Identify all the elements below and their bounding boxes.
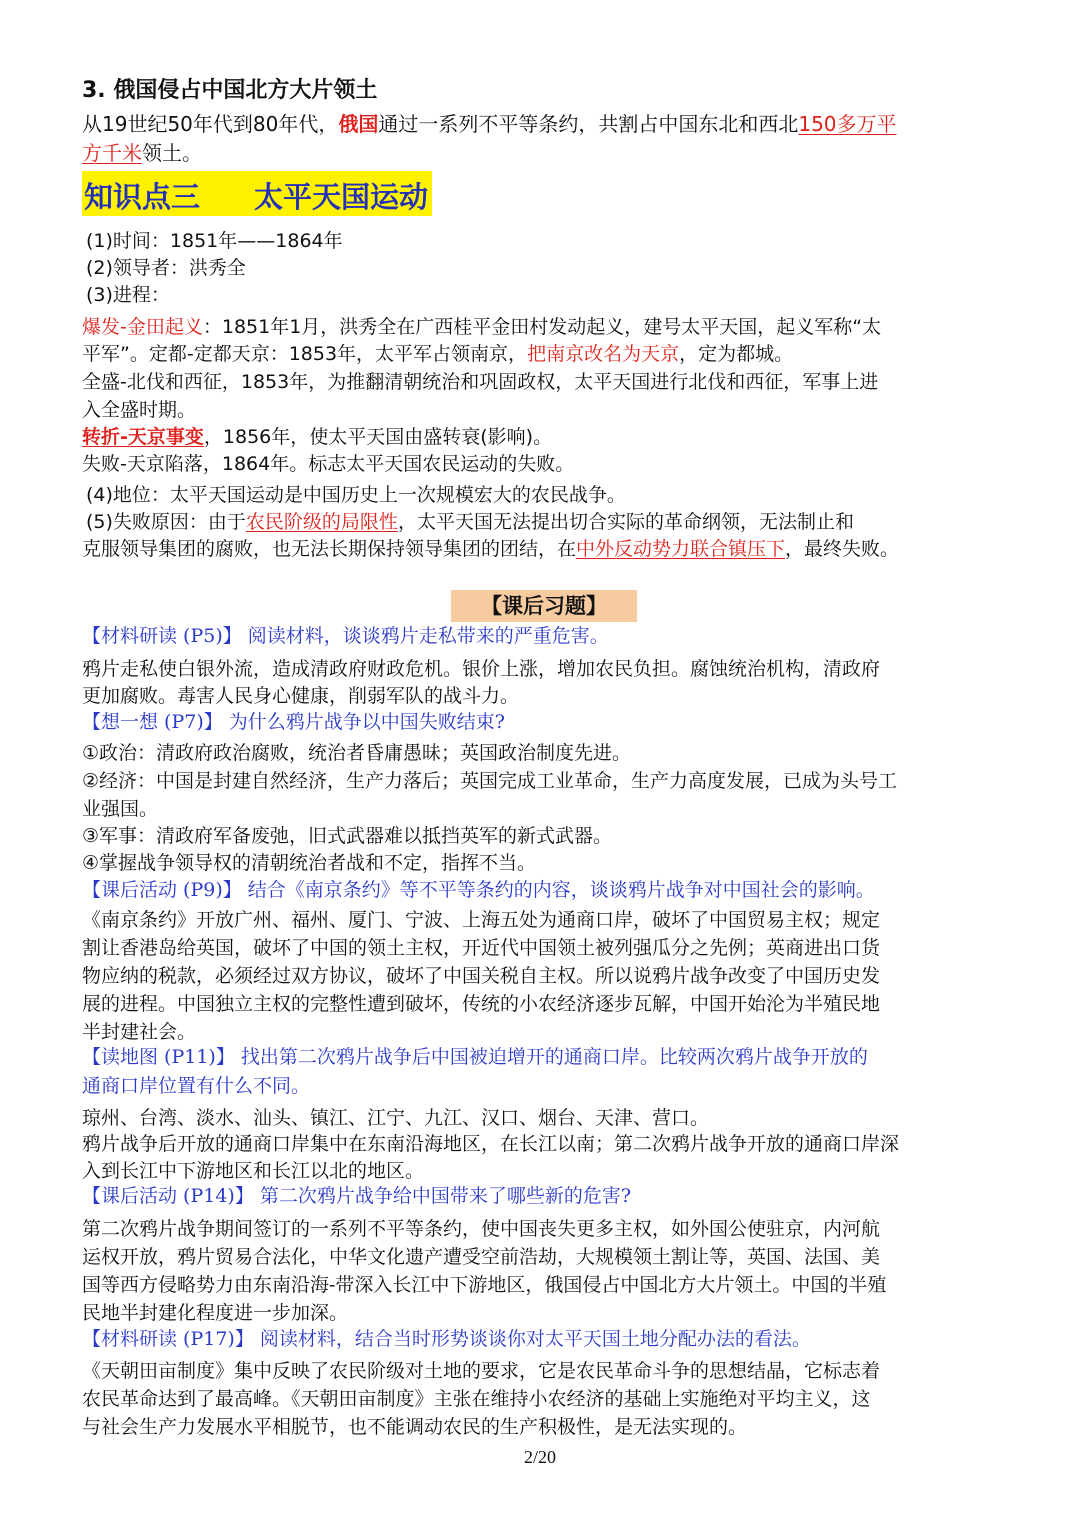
exercise-question-4-line2: 通商口岸位置有什么不同。 xyxy=(82,1075,311,1097)
taiping-process: (3)进程： xyxy=(86,284,170,306)
exercise-answer-4-line2: 鸦片战争后开放的通商口岸集中在东南沿海地区，在长江以南；第二次鸦片战争开放的通商口岸深 xyxy=(82,1133,900,1155)
exercises-title: 【课后习题】 xyxy=(451,590,637,622)
exercise-answer-5-line4: 民地半封建化程度进一步加深。 xyxy=(82,1302,349,1324)
taiping-status: (4)地位：太平天国运动是中国历史上一次规模宏大的农民战争。 xyxy=(86,484,626,506)
taiping-process-line4: 入全盛时期。 xyxy=(82,399,197,421)
taiping-process-line3: 全盛-北伐和西征，1853年，为推翻清朝统治和巩固政权，太平天国进行北伐和西征，军事上进 xyxy=(82,371,879,393)
taiping-process-line5: 转折-天京事变，1856年，使太平天国由盛转衰(影响)。 xyxy=(82,426,553,448)
taiping-reason-line2: 克服领导集团的腐败，也无法长期保持领导集团的团结，在中外反动势力联合镇压下，最终失败。 xyxy=(82,538,900,560)
exercise-answer-5-line3: 国等西方侵略势力由东南沿海-带深入长江中下游地区，俄国侵占中国北方大片领土。中国的半殖 xyxy=(82,1274,887,1296)
taiping-time: (1)时间：1851年——1864年 xyxy=(86,230,343,252)
exercise-answer-3-line2: 割让香港岛给英国，破坏了中国的领土主权，开近代中国领土被列强瓜分之先例；英商进出口货 xyxy=(82,937,881,959)
exercise-answer-2-line5: ④掌握战争领导权的清朝统治者战和不定，指挥不当。 xyxy=(82,852,537,874)
exercise-answer-1-line1: 鸦片走私使白银外流，造成清政府财政危机。银价上涨，增加农民负担。腐蚀统治机构，清政府 xyxy=(82,658,881,680)
exercise-answer-4-line3: 入到长江中下游地区和长江以北的地区。 xyxy=(82,1160,425,1182)
exercise-answer-6-line3: 与社会生产力发展水平相脱节，也不能调动农民的生产积极性，是无法实现的。 xyxy=(82,1416,748,1438)
exercise-answer-2-line4: ③军事：清政府军备废弛，旧式武器难以抵挡英军的新式武器。 xyxy=(82,825,613,847)
taiping-process-line6: 失败-天京陷落，1864年。标志太平天国农民运动的失败。 xyxy=(82,453,575,475)
exercise-answer-3-line3: 物应纳的税款，必须经过双方协议，破坏了中国关税自主权。所以说鸦片战争改变了中国历史发 xyxy=(82,965,881,987)
knowledge-point-number: 知识点三 xyxy=(84,180,201,214)
section3-line1: 从19世纪50年代到80年代，俄国通过一系列不平等条约，共割占中国东北和西北150多万平 xyxy=(82,112,897,136)
knowledge-point-banner xyxy=(82,171,432,216)
taiping-process-line2: 平军”。定都-定都天京：1853年，太平军占领南京，把南京改名为天京，定为都城。 xyxy=(82,343,794,365)
taiping-leader: (2)领导者：洪秀全 xyxy=(86,257,246,279)
taiping-reason-line1: (5)失败原因：由于农民阶级的局限性，太平天国无法提出切合实际的革命纲领，无法制止和 xyxy=(86,511,854,533)
exercise-question-1: 【材料研读 (P5)】 阅读材料，谈谈鸦片走私带来的严重危害。 xyxy=(82,625,609,647)
exercise-answer-2-line2: ②经济：中国是封建自然经济，生产力落后；英国完成工业革命，生产力高度发展，已成为头号工 xyxy=(82,770,898,792)
exercise-question-6: 【材料研读 (P17)】 阅读材料，结合当时形势谈谈你对太平天国土地分配办法的看法。 xyxy=(82,1328,811,1350)
exercise-answer-5-line1: 第二次鸦片战争期间签订的一系列不平等条约，使中国丧失更多主权，如外国公使驻京，内河航 xyxy=(82,1218,881,1240)
exercise-question-3: 【课后活动 (P9)】 结合《南京条约》等不平等条约的内容，谈谈鸦片战争对中国社会的影响。 xyxy=(82,879,875,901)
exercise-answer-5-line2: 运权开放，鸦片贸易合法化，中华文化遗产遭受空前浩劫，大规模领土割让等，英国、法国、美 xyxy=(82,1246,881,1268)
exercise-answer-1-line2: 更加腐败。毒害人民身心健康，削弱军队的战斗力。 xyxy=(82,685,520,707)
exercise-answer-3-line1: 《南京条约》开放广州、福州、厦门、宁波、上海五处为通商口岸，破坏了中国贸易主权；规定 xyxy=(82,909,881,931)
taiping-process-line1: 爆发-金田起义：1851年1月，洪秀全在广西桂平金田村发动起义，建号太平天国，起义军称“太 xyxy=(82,316,882,338)
section3-line2: 方千米领土。 xyxy=(82,141,202,165)
exercise-answer-3-line5: 半封建社会。 xyxy=(82,1021,197,1043)
exercise-answer-2-line1: ①政治：清政府政治腐败，统治者昏庸愚昧；英国政治制度先进。 xyxy=(82,742,632,764)
exercise-question-2: 【想一想 (P7)】 为什么鸦片战争以中国失败结束? xyxy=(82,711,505,733)
section-heading: 3. 俄国侵占中国北方大片领土 xyxy=(82,78,378,103)
exercise-question-5: 【课后活动 (P14)】 第二次鸦片战争给中国带来了哪些新的危害? xyxy=(82,1185,632,1207)
exercise-question-4-line1: 【读地图 (P11)】 找出第二次鸦片战争后中国被迫增开的通商口岸。比较两次鸦片战争开放的 xyxy=(82,1046,868,1068)
page-number: 2/20 xyxy=(523,1447,556,1467)
knowledge-point-title: 太平天国运动 xyxy=(254,180,429,214)
exercise-answer-4-line1: 琼州、台湾、淡水、汕头、镇江、江宁、九江、汉口、烟台、天津、营口。 xyxy=(82,1107,710,1129)
exercise-answer-6-line2: 农民革命达到了最高峰。《天朝田亩制度》主张在维持小农经济的基础上实施绝对平均主义，这 xyxy=(82,1388,871,1410)
exercise-answer-2-line3: 业强国。 xyxy=(82,798,159,820)
exercise-answer-6-line1: 《天朝田亩制度》集中反映了农民阶级对土地的要求，它是农民革命斗争的思想结晶，它标志着 xyxy=(82,1360,881,1382)
exercise-answer-3-line4: 展的进程。中国独立主权的完整性遭到破坏，传统的小农经济逐步瓦解，中国开始沦为半殖民地 xyxy=(82,993,881,1015)
